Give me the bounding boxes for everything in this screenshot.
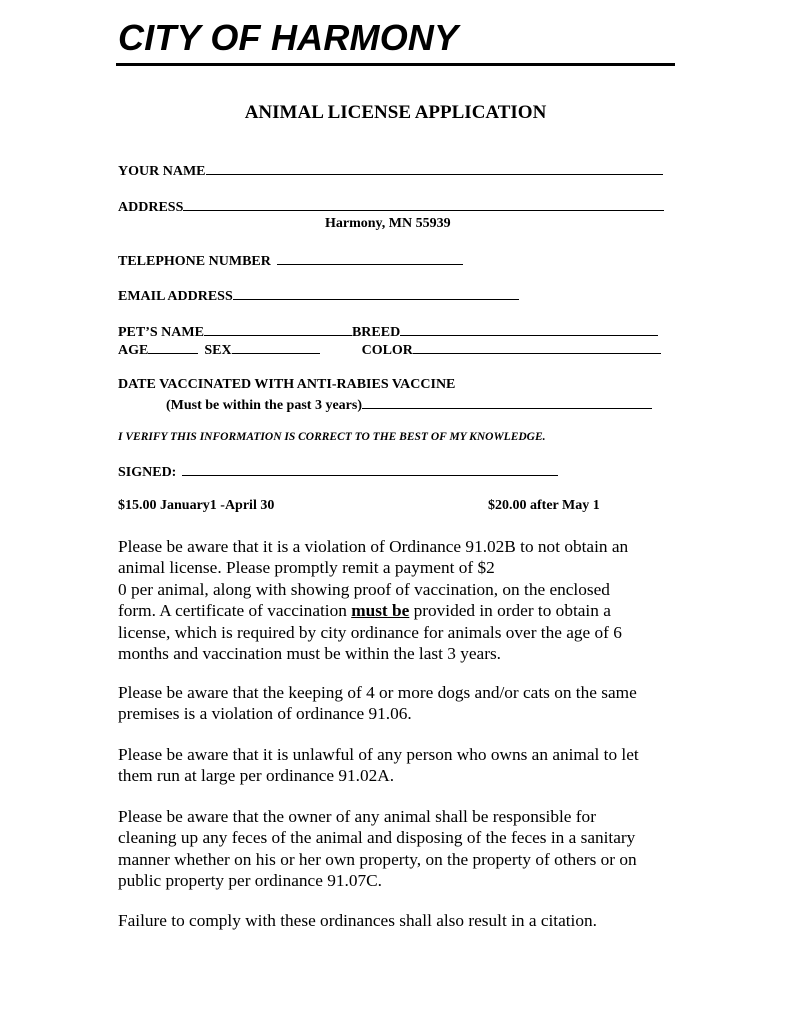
city-title: CITY OF HARMONY bbox=[118, 17, 459, 58]
vaccinated-row bbox=[166, 395, 652, 415]
signed-row bbox=[118, 462, 558, 482]
address-label: ADDRESS bbox=[118, 200, 184, 215]
fee-late: $20.00 after May 1 bbox=[488, 498, 600, 513]
sex-label: SEX bbox=[204, 343, 232, 358]
signed-label: SIGNED: bbox=[118, 465, 177, 480]
address-field[interactable] bbox=[183, 197, 664, 211]
vaccinated-note: (Must be within the past 3 years) bbox=[166, 398, 362, 413]
vaccinated-date-field[interactable] bbox=[362, 395, 652, 409]
form-title: ANIMAL LICENSE APPLICATION bbox=[244, 102, 547, 123]
title-underline bbox=[116, 63, 675, 66]
email-label: EMAIL ADDRESS bbox=[118, 289, 233, 304]
pet-name-field[interactable] bbox=[204, 322, 352, 336]
must-be-emphasis: must be bbox=[351, 601, 410, 621]
sex-field[interactable] bbox=[232, 340, 320, 354]
notice-line: them run at large per ordinance 91.02A. bbox=[118, 766, 395, 786]
address-city-state: Harmony, MN 55939 bbox=[325, 216, 451, 231]
notice-line: Failure to comply with these ordinances shall also result in a citation. bbox=[118, 911, 597, 930]
notice-line: form. A certificate of vaccination must be provided in order to obtain a bbox=[118, 601, 611, 621]
breed-label: BREED bbox=[351, 325, 401, 340]
age-label: AGE bbox=[118, 343, 149, 358]
notice-line: premises is a violation of ordinance 91.06. bbox=[118, 704, 412, 724]
breed-field[interactable] bbox=[400, 322, 658, 336]
notice-feces-cleanup bbox=[118, 806, 678, 892]
age-field[interactable] bbox=[148, 340, 198, 354]
notice-line: Please be aware that the keeping of 4 or more dogs and/or cats on the same bbox=[118, 683, 637, 702]
notice-line: manner whether on his or her own property, on the property of others or on bbox=[118, 849, 637, 869]
notice-line: 0 per animal, along with showing proof of vaccination, on the enclosed bbox=[118, 579, 610, 599]
your-name-row bbox=[118, 161, 663, 181]
notice-pet-limit bbox=[118, 682, 678, 725]
signature-field[interactable] bbox=[182, 462, 558, 476]
email-field[interactable] bbox=[233, 286, 519, 300]
color-field[interactable] bbox=[413, 340, 661, 354]
address-row bbox=[118, 197, 664, 217]
notice-line: cleaning up any feces of the animal and disposing of the feces in a sanitary bbox=[118, 828, 636, 848]
notice-license-requirement bbox=[118, 536, 678, 664]
email-row bbox=[118, 286, 519, 306]
verification-statement: I VERIFY THIS INFORMATION IS CORRECT TO THE BEST OF MY KNOWLEDGE. bbox=[118, 431, 546, 443]
notice-running-at-large bbox=[118, 744, 678, 787]
pet-name-row bbox=[118, 322, 658, 342]
your-name-field[interactable] bbox=[206, 161, 663, 175]
notice-line: license, which is required by city ordinance for animals over the age of 6 bbox=[118, 622, 622, 642]
telephone-label: TELEPHONE NUMBER bbox=[118, 254, 271, 269]
fee-early: $15.00 January1 -April 30 bbox=[118, 498, 275, 513]
telephone-field[interactable] bbox=[277, 251, 463, 265]
age-sex-color-row bbox=[118, 340, 661, 360]
your-name-label: YOUR NAME bbox=[118, 164, 206, 179]
notice-line: Please be aware that it is a violation of Ordinance 91.02B to not obtain an bbox=[118, 537, 629, 556]
notice-line: Please be aware that it is unlawful of any person who owns an animal to let bbox=[118, 745, 639, 764]
notice-citation bbox=[118, 910, 678, 931]
notice-line: animal license. Please promptly remit a payment of $2 bbox=[118, 558, 495, 578]
notice-line: months and vaccination must be within the last 3 years. bbox=[118, 644, 501, 664]
color-label: COLOR bbox=[361, 343, 413, 358]
pet-name-label: PET’S NAME bbox=[118, 325, 204, 340]
notice-line: Please be aware that the owner of any animal shall be responsible for bbox=[118, 807, 596, 826]
telephone-row bbox=[118, 251, 463, 271]
vaccinated-label: DATE VACCINATED WITH ANTI-RABIES VACCINE bbox=[118, 377, 456, 392]
notice-line: public property per ordinance 91.07C. bbox=[118, 871, 382, 891]
